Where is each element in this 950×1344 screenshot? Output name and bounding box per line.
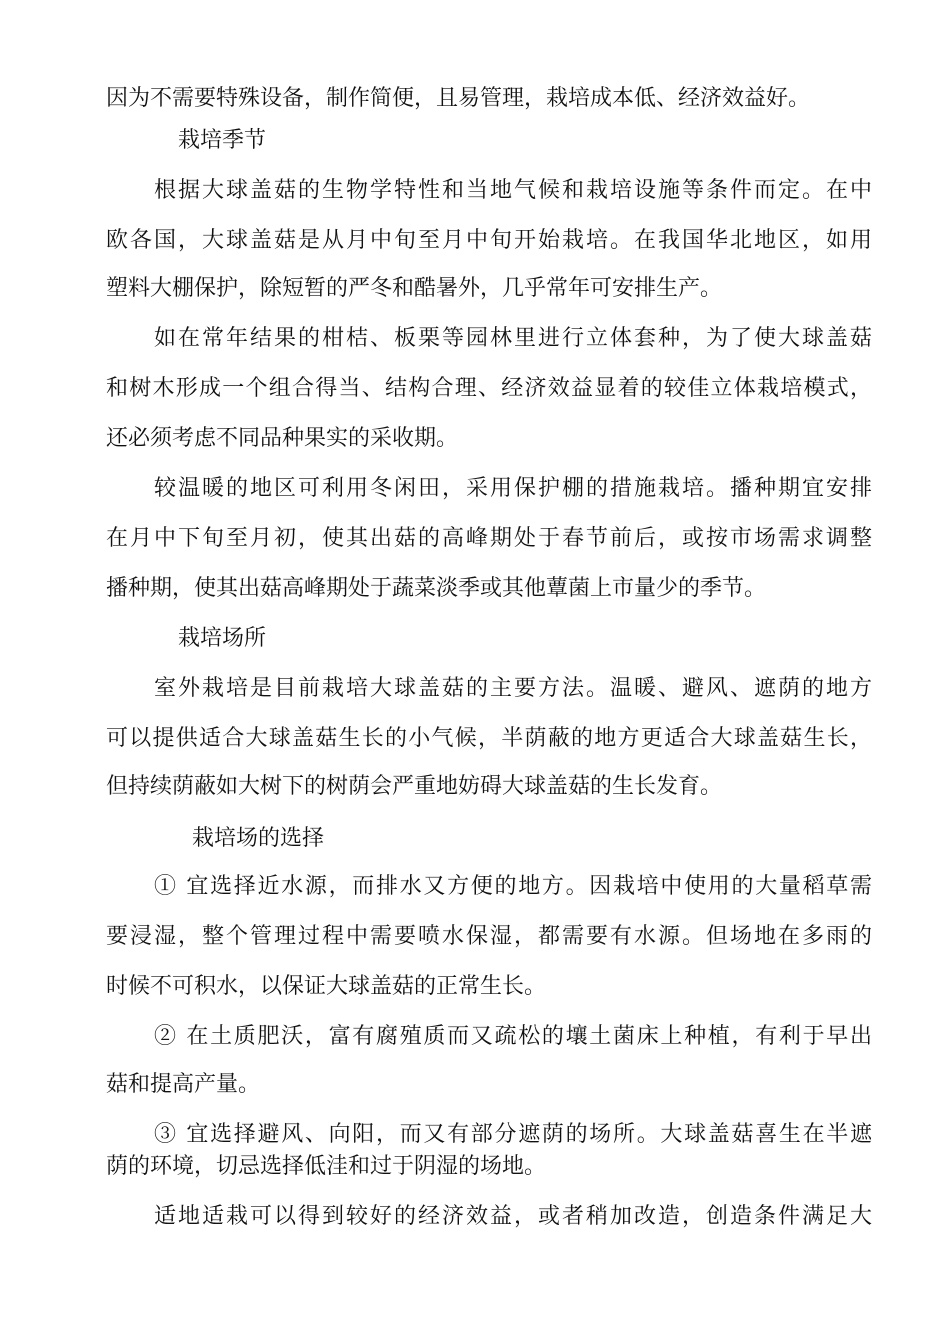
paragraph-line: 播种期，使其出菇高峰期处于蔬菜淡季或其他蕈菌上市量少的季节。 (106, 576, 767, 601)
paragraph-line: 可以提供适合大球盖菇生长的小气候，半荫蔽的地方更适合大球盖菇生长， (106, 726, 872, 751)
paragraph-line: 但持续荫蔽如大树下的树荫会严重地妨碍大球盖菇的生长发育。 (106, 774, 723, 799)
paragraph-line: 荫的环境，切忌选择低洼和过于阴湿的场地。 (106, 1154, 547, 1179)
paragraph-line: ① 宜选择近水源，而排水又方便的地方。因栽培中使用的大量稻草需 (154, 874, 872, 899)
section-heading-season: 栽培季节 (178, 128, 267, 153)
paragraph-line: 和树木形成一个组合得当、结构合理、经济效益显着的较佳立体栽培模式， (106, 376, 872, 401)
paragraph-line: 菇和提高产量。 (106, 1072, 261, 1097)
paragraph-line: 根据大球盖菇的生物学特性和当地气候和栽培设施等条件而定。在中 (154, 178, 872, 203)
paragraph-line: 塑料大棚保护，除短暂的严冬和酷暑外，几乎常年可安排生产。 (106, 276, 723, 301)
paragraph-line: ② 在土质肥沃，富有腐殖质而又疏松的壤土菌床上种植，有利于早出 (154, 1024, 872, 1049)
paragraph-line: 在月中下旬至月初，使其出菇的高峰期处于春节前后，或按市场需求调整 (106, 526, 872, 551)
paragraph-line: 因为不需要特殊设备，制作简便，且易管理，栽培成本低、经济效益好。 (106, 86, 811, 111)
paragraph-line: ③ 宜选择避风、向阳，而又有部分遮荫的场所。大球盖菇喜生在半遮 (154, 1122, 872, 1147)
paragraph-line: 要浸湿，整个管理过程中需要喷水保湿，都需要有水源。但场地在多雨的 (106, 924, 872, 949)
section-heading-site: 栽培场所 (178, 626, 267, 651)
paragraph-line: 较温暖的地区可利用冬闲田，采用保护棚的措施栽培。播种期宜安排 (154, 476, 872, 501)
paragraph-line: 还必须考虑不同品种果实的采收期。 (106, 426, 459, 451)
paragraph-line: 适地适栽可以得到较好的经济效益，或者稍加改造，创造条件满足大 (154, 1204, 872, 1229)
section-heading-site-selection: 栽培场的选择 (192, 826, 325, 851)
paragraph-line: 时候不可积水，以保证大球盖菇的正常生长。 (106, 974, 547, 999)
paragraph-line: 欧各国，大球盖菇是从月中旬至月中旬开始栽培。在我国华北地区，如用 (106, 228, 872, 253)
paragraph-line: 如在常年结果的柑桔、板栗等园林里进行立体套种，为了使大球盖菇 (154, 326, 872, 351)
paragraph-line: 室外栽培是目前栽培大球盖菇的主要方法。温暖、避风、遮荫的地方 (154, 676, 872, 701)
